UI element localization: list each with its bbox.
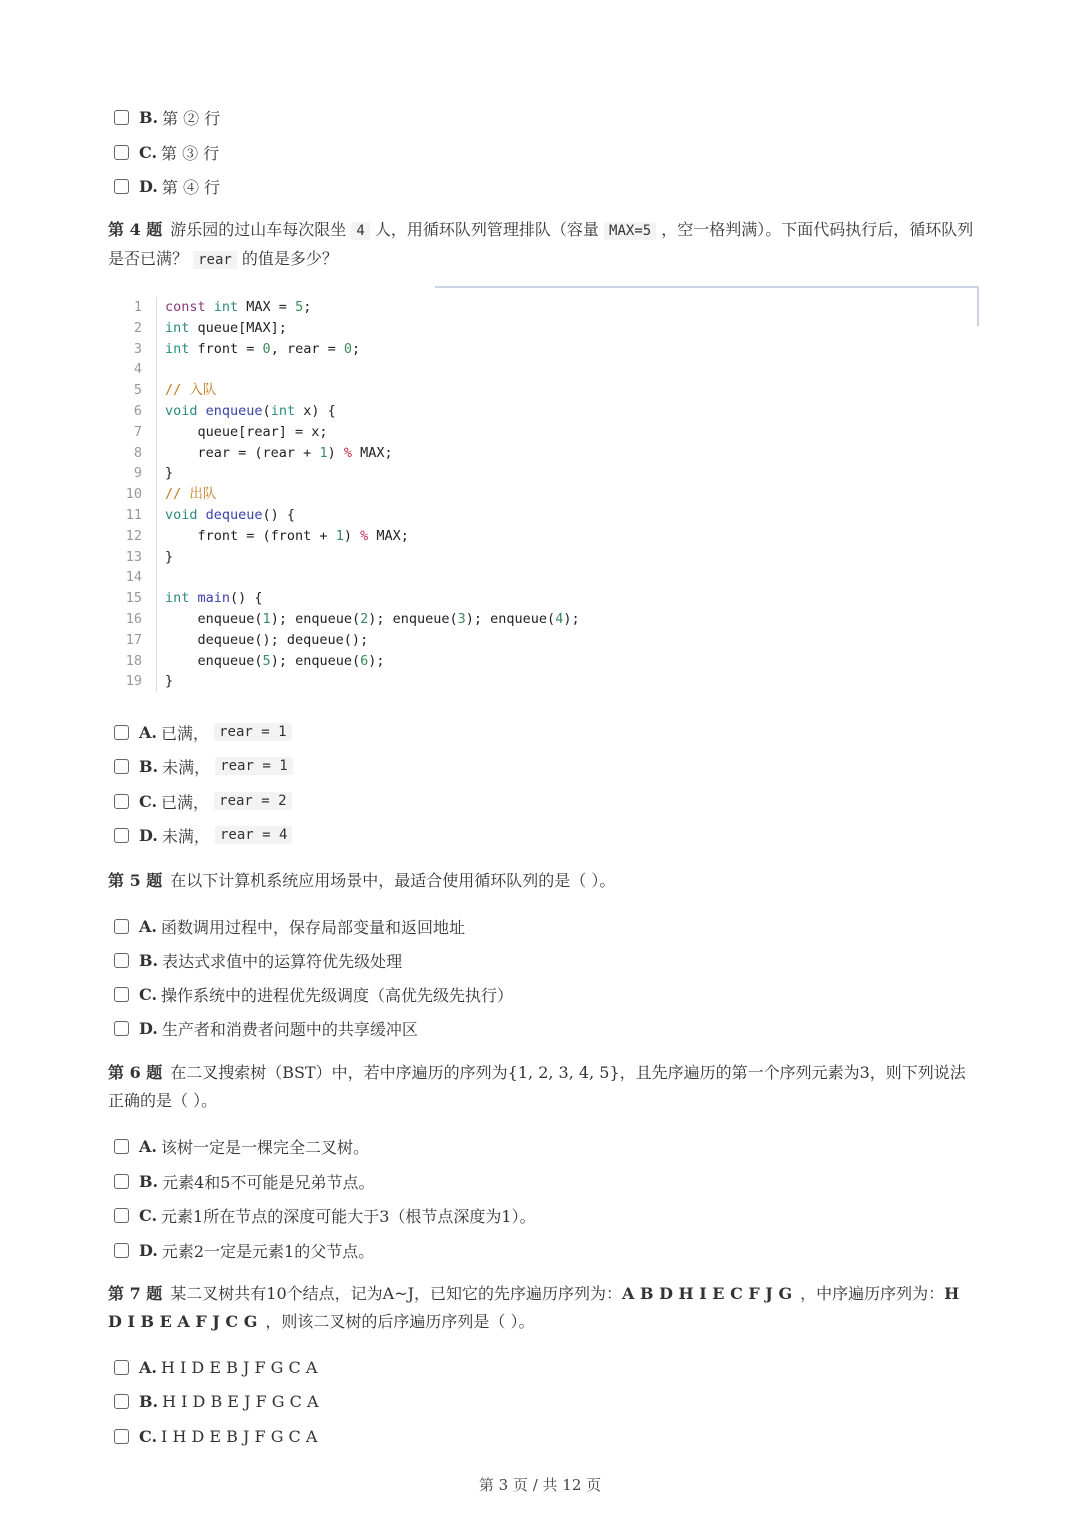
code-line bbox=[118, 484, 580, 505]
code-text bbox=[165, 297, 311, 318]
code-token: ); enqueue( bbox=[465, 610, 556, 627]
line-number: 17 bbox=[118, 630, 157, 651]
code-token: 4 bbox=[555, 610, 564, 627]
code-token: void bbox=[165, 402, 206, 419]
code-text bbox=[165, 547, 173, 568]
code-text bbox=[165, 463, 173, 484]
line-number: 6 bbox=[118, 401, 157, 422]
checkbox[interactable] bbox=[114, 919, 129, 934]
line-number: 18 bbox=[118, 651, 157, 672]
code-block bbox=[118, 297, 580, 692]
code-token: front = bbox=[197, 340, 263, 357]
code-line bbox=[118, 609, 580, 630]
code-token: 1 bbox=[319, 444, 328, 461]
code-line bbox=[118, 463, 580, 484]
code-token: () { bbox=[262, 506, 296, 523]
code-token: enqueue( bbox=[165, 652, 263, 669]
q5-option-b[interactable]: B. 表达式求值中的运算符优先级处理 bbox=[114, 948, 402, 972]
checkbox[interactable] bbox=[114, 110, 129, 125]
code-token: rear = (rear + bbox=[165, 444, 320, 461]
q6-option-c[interactable]: C. 元素1所在节点的深度可能大于3（根节点深度为1）。 bbox=[114, 1203, 536, 1227]
q7-option-c[interactable]: C. I H D E B J F G C A bbox=[114, 1424, 317, 1448]
q4-option-d[interactable]: D. 未满， rear = 4 bbox=[114, 823, 292, 847]
code-text bbox=[165, 380, 216, 401]
q5-option-a[interactable]: A. 函数调用过程中，保存局部变量和返回地址 bbox=[114, 914, 465, 938]
code-token: int bbox=[165, 340, 198, 357]
checkbox[interactable] bbox=[114, 1360, 129, 1375]
code-line bbox=[118, 401, 580, 422]
code-token: } bbox=[165, 465, 174, 482]
code-token: x) { bbox=[295, 402, 336, 419]
checkbox[interactable] bbox=[114, 725, 129, 740]
q4-option-b[interactable]: B. 未满， rear = 1 bbox=[114, 754, 293, 778]
q3-option-c[interactable]: C. 第 ③ 行 bbox=[114, 140, 219, 164]
line-number: 8 bbox=[118, 443, 157, 464]
code-line bbox=[118, 422, 580, 443]
code-token: 1 bbox=[262, 610, 271, 627]
code-text bbox=[165, 526, 409, 547]
code-token: } bbox=[165, 673, 174, 690]
line-number: 9 bbox=[118, 463, 157, 484]
code-token: dequeue(); dequeue(); bbox=[165, 631, 369, 648]
question-6-stem: 第 6 题 在二叉搜索树（BST）中，若中序遍历的序列为{1, 2, 3, 4, 5}，且先序遍历的第一个序列元素为3，则下列说法正确的是（ ）。 bbox=[108, 1063, 966, 1110]
code-token: ); bbox=[368, 652, 385, 669]
line-number: 10 bbox=[118, 484, 157, 505]
q5-option-d[interactable]: D. 生产者和消费者问题中的共享缓冲区 bbox=[114, 1016, 418, 1040]
code-line bbox=[118, 318, 580, 339]
code-token: % bbox=[343, 444, 352, 461]
q3-option-b[interactable]: B. 第 ② 行 bbox=[114, 105, 220, 129]
code-token: // 出队 bbox=[165, 486, 217, 503]
code-line bbox=[118, 671, 580, 692]
checkbox[interactable] bbox=[114, 987, 129, 1002]
checkbox[interactable] bbox=[114, 145, 129, 160]
code-text bbox=[165, 484, 216, 505]
code-token: front = (front + bbox=[165, 527, 336, 544]
code-token: void bbox=[165, 506, 206, 523]
checkbox[interactable] bbox=[114, 1139, 129, 1154]
q7-option-b[interactable]: B. H I D B E J F G C A bbox=[114, 1389, 319, 1413]
code-token: 5 bbox=[262, 652, 271, 669]
line-number: 2 bbox=[118, 318, 157, 339]
code-token: // 入队 bbox=[165, 382, 217, 399]
checkbox[interactable] bbox=[114, 1021, 129, 1036]
line-number: 11 bbox=[118, 505, 157, 526]
code-token: 3 bbox=[457, 610, 466, 627]
code-token: 2 bbox=[360, 610, 369, 627]
code-token: int bbox=[270, 402, 296, 419]
code-token: % bbox=[360, 527, 369, 544]
code-token: MAX; bbox=[368, 527, 409, 544]
checkbox[interactable] bbox=[114, 1243, 129, 1258]
code-token: const bbox=[165, 299, 214, 315]
code-token: ( bbox=[262, 402, 271, 419]
q7-option-a[interactable]: A. H I D E B J F G C A bbox=[114, 1355, 317, 1379]
line-number: 12 bbox=[118, 526, 157, 547]
line-number: 5 bbox=[118, 380, 157, 401]
code-token: 0 bbox=[343, 340, 352, 357]
line-number: 1 bbox=[118, 297, 157, 318]
code-token: ); enqueue( bbox=[270, 652, 361, 669]
line-number: 4 bbox=[118, 359, 157, 380]
code-text bbox=[165, 422, 328, 443]
code-token: ); enqueue( bbox=[368, 610, 458, 627]
code-token: } bbox=[165, 548, 174, 565]
code-token: , rear = bbox=[270, 340, 344, 357]
question-7-stem: 第 7 题 某二叉树共有10个结点，记为A~J，已知它的先序遍历序列为：A B D H I E C F J G ，中序遍历序列为：H D I B E A F J C G ，则该二叉树的后序遍历序列是（ ）。 bbox=[108, 1284, 960, 1331]
code-line bbox=[118, 297, 580, 318]
code-line bbox=[118, 651, 580, 672]
code-line bbox=[118, 505, 580, 526]
code-text bbox=[165, 505, 295, 526]
code-line bbox=[118, 359, 580, 380]
code-text bbox=[165, 651, 385, 672]
code-token: dequeue bbox=[205, 506, 263, 523]
line-number: 3 bbox=[118, 339, 157, 360]
code-token: ); bbox=[563, 610, 580, 627]
line-number: 7 bbox=[118, 422, 157, 443]
code-line bbox=[118, 588, 580, 609]
code-text bbox=[165, 443, 393, 464]
code-token: () { bbox=[230, 590, 263, 607]
code-line bbox=[118, 567, 580, 588]
code-text bbox=[165, 671, 173, 692]
code-token: ; bbox=[303, 299, 312, 315]
code-token: queue[rear] = x; bbox=[165, 423, 328, 440]
checkbox[interactable] bbox=[114, 953, 129, 968]
code-line bbox=[118, 630, 580, 651]
code-token: MAX; bbox=[351, 444, 393, 461]
checkbox[interactable] bbox=[114, 1429, 129, 1444]
code-text bbox=[165, 401, 336, 422]
checkbox[interactable] bbox=[114, 1174, 129, 1189]
code-line bbox=[118, 380, 580, 401]
code-line bbox=[118, 339, 580, 360]
code-text bbox=[165, 630, 368, 651]
code-text bbox=[165, 318, 287, 339]
code-text bbox=[165, 588, 263, 609]
checkbox[interactable] bbox=[114, 179, 129, 194]
q3-option-d[interactable]: D. 第 ④ 行 bbox=[114, 174, 220, 198]
page-footer: 第 3 页 / 共 12 页 bbox=[478, 1476, 602, 1494]
checkbox[interactable] bbox=[114, 759, 129, 774]
code-token: int bbox=[165, 590, 198, 607]
code-line bbox=[118, 443, 580, 464]
line-number: 14 bbox=[118, 567, 157, 588]
line-number: 19 bbox=[118, 671, 157, 692]
line-number: 15 bbox=[118, 588, 157, 609]
code-token: ); enqueue( bbox=[270, 610, 361, 627]
code-line bbox=[118, 526, 580, 547]
code-line bbox=[118, 547, 580, 568]
code-token: ) bbox=[343, 527, 361, 544]
code-token: 6 bbox=[360, 652, 369, 669]
question-4-stem: 第 4 题 游乐园的过山车每次限坐 4 人，用循环队列管理排队（容量 MAX=5 ，空一格判满）。下面代码执行后，循环队列是否已满？ rear 的值是多少？ bbox=[108, 220, 974, 268]
code-token: ; bbox=[351, 340, 361, 357]
checkbox[interactable] bbox=[114, 794, 129, 809]
code-token: int bbox=[165, 319, 198, 336]
code-token: enqueue( bbox=[165, 610, 263, 627]
code-token: 5 bbox=[295, 299, 304, 315]
checkbox[interactable] bbox=[114, 828, 129, 843]
code-token: main bbox=[197, 590, 231, 607]
q6-option-b[interactable]: B. 元素4和5不可能是兄弟节点。 bbox=[114, 1169, 374, 1193]
code-token: 0 bbox=[262, 340, 271, 357]
q5-option-c[interactable]: C. 操作系统中的进程优先级调度（高优先级先执行） bbox=[114, 982, 513, 1006]
code-token: 1 bbox=[335, 527, 344, 544]
question-5-stem: 第 5 题 在以下计算机系统应用场景中，最适合使用循环队列的是（ ）。 bbox=[108, 871, 616, 890]
code-text bbox=[165, 339, 360, 360]
code-token: ) bbox=[327, 444, 344, 461]
line-number: 16 bbox=[118, 609, 157, 630]
line-number: 13 bbox=[118, 547, 157, 568]
code-token: int bbox=[213, 299, 247, 315]
code-token: enqueue bbox=[205, 402, 263, 419]
code-token: MAX = bbox=[246, 299, 296, 315]
q4-option-a[interactable]: A. 已满， rear = 1 bbox=[114, 720, 292, 744]
q6-option-a[interactable]: A. 该树一定是一棵完全二叉树。 bbox=[114, 1134, 369, 1158]
code-text bbox=[165, 609, 580, 630]
checkbox[interactable] bbox=[114, 1394, 129, 1409]
q6-option-d[interactable]: D. 元素2一定是元素1的父节点。 bbox=[114, 1238, 374, 1262]
q4-option-c[interactable]: C. 已满， rear = 2 bbox=[114, 789, 292, 813]
checkbox[interactable] bbox=[114, 1208, 129, 1223]
code-token: queue[MAX]; bbox=[197, 319, 287, 336]
